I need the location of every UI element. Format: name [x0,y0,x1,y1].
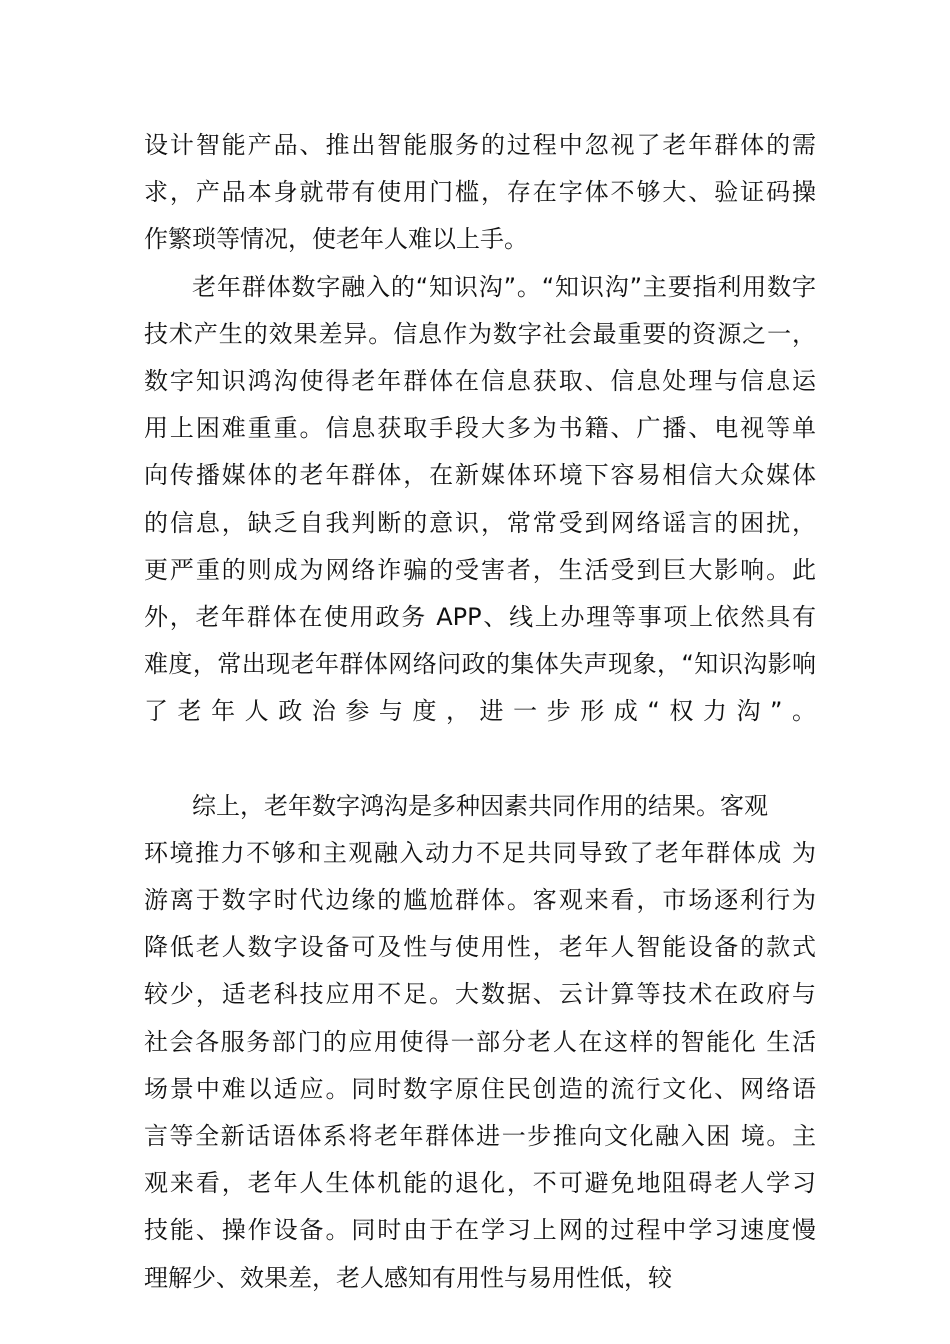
text-line: 作繁琐等情况，使老年人难以上手。 [144,225,528,254]
text-line: 言等全新话语体系将老年群体进一步推向文化融入困 境。主 [144,1121,816,1150]
paragraph-knowledge-gap [144,264,816,783]
text-line: 设计智能产品、推出智能服务的过程中忽视了老年群体的需 [144,131,816,159]
text-line: 的信息，缺乏自我判断的意识，常常受到网络谣言的困扰， [144,508,816,537]
text-line: 技能、操作设备。同时由于在学习上网的过程中学习速度慢 [144,1216,816,1245]
document-body [144,122,816,1302]
text-line: 求，产品本身就带有使用门槛，存在字体不够大、验证码操 [144,178,816,207]
text-line: 较少，适老科技应用不足。大数据、云计算等技术在政府与 [144,980,816,1009]
text-line: 更严重的则成为网络诈骗的受害者，生活受到巨大影响。此 [144,555,816,584]
text-line: 用上困难重重。信息获取手段大多为书籍、广播、电视等单 [144,414,816,443]
text-line: 了老年人政治参与度，进一步形成“权力沟”。 [144,697,816,726]
text-line: 理解少、效果差，老人感知有用性与易用性低，较 [144,1263,672,1292]
text-line: 向传播媒体的老年群体，在新媒体环境下容易相信大众媒体 [144,461,816,490]
text-line: 环境推力不够和主观融入动力不足共同导致了老年群体成 为 [144,838,816,867]
text-line: 降低老人数字设备可及性与使用性，老年人智能设备的款式 [144,933,816,962]
text-line: 难度，常出现老年群体网络问政的集体失声现象，“知识沟影响 [144,650,816,679]
paragraph-elderly-product-design [144,122,816,264]
text-line: 场景中难以适应。同时数字原住民创造的流行文化、网络语 [144,1074,816,1103]
paragraph-summary [144,783,816,1302]
text-line: 综上，老年数字鸿沟是多种因素共同作用的结果。客观 [192,791,768,820]
text-line: 社会各服务部门的应用使得一部分老人在这样的智能化 生活 [144,1027,816,1056]
text-line: 观来看，老年人生体机能的退化，不可避免地阻碍老人学习 [144,1169,816,1198]
text-line: 游离于数字时代边缘的尴尬群体。客观来看，市场逐利行为 [144,886,816,914]
text-line: 数字知识鸿沟使得老年群体在信息获取、信息处理与信息运 [144,366,816,395]
text-line [144,735,816,782]
text-line: 技术产生的效果差异。信息作为数字社会最重要的资源之一， [144,319,816,348]
text-line: 老年群体数字融入的“知识沟”。“知识沟”主要指利用数字 [192,272,816,301]
text-line: 外，老年群体在使用政务 APP、线上办理等事项上依然具有 [144,602,816,631]
